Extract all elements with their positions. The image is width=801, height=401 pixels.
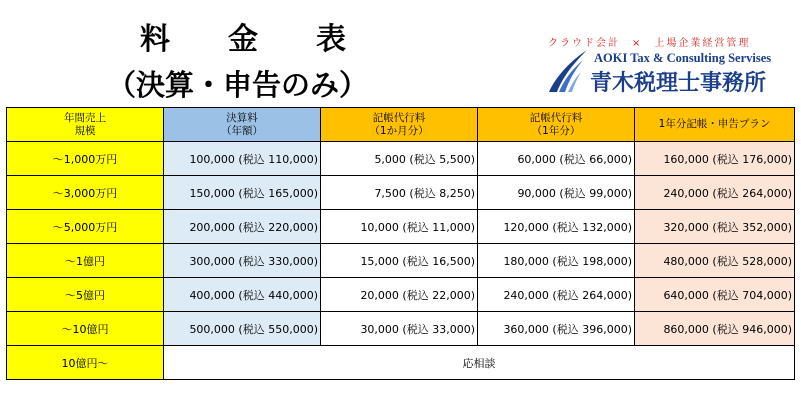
bookkeeping-yearly-cell: 240,000 (税込 264,000)	[478, 278, 635, 312]
table-row	[7, 346, 795, 380]
table-row	[7, 244, 795, 278]
settlement-fee-cell: 500,000 (税込 550,000)	[164, 312, 321, 346]
bookkeeping-yearly-cell: 60,000 (税込 66,000)	[478, 142, 635, 176]
column-header-bookkeeping-yearly	[478, 108, 635, 142]
annual-plan-cell: 640,000 (税込 704,000)	[635, 278, 795, 312]
column-header-text: 記帳代行料	[372, 111, 426, 124]
annual-plan-cell: 240,000 (税込 264,000)	[635, 176, 795, 210]
bookkeeping-monthly-cell: 15,000 (税込 16,500)	[321, 244, 478, 278]
logo-tagline: クラウド会計 × 上場企業経営管理	[548, 38, 751, 49]
column-header-text: （1か月分）	[369, 124, 429, 137]
bookkeeping-monthly-cell: 20,000 (税込 22,000)	[321, 278, 478, 312]
column-header-revenue	[7, 108, 164, 142]
table-header-row	[7, 108, 795, 142]
revenue-tier-cell: ～10億円	[7, 312, 164, 346]
table-row	[7, 142, 795, 176]
annual-plan-cell: 860,000 (税込 946,000)	[635, 312, 795, 346]
revenue-tier-cell: 10億円～	[7, 346, 164, 380]
settlement-fee-cell: 100,000 (税込 110,000)	[164, 142, 321, 176]
table-row	[7, 176, 795, 210]
column-header-bookkeeping-monthly	[321, 108, 478, 142]
column-header-annual-plan	[635, 108, 795, 142]
revenue-tier-cell: ～1億円	[7, 244, 164, 278]
column-header-text: 記帳代行料	[529, 111, 583, 124]
column-header-text: （1年分）	[531, 124, 581, 137]
table-row	[7, 312, 795, 346]
logo-name-en: AOKI Tax & Consulting Servises	[594, 51, 772, 65]
bookkeeping-monthly-cell: 5,000 (税込 5,500)	[321, 142, 478, 176]
logo-swoosh-icon	[545, 48, 589, 94]
settlement-fee-cell: 150,000 (税込 165,000)	[164, 176, 321, 210]
column-header-text: 年間売上	[64, 111, 106, 124]
page-subtitle: （決算・申告のみ）	[106, 68, 368, 102]
column-header-text: 決算料	[226, 111, 258, 124]
logo-name-jp: 青木税理士事務所	[590, 71, 767, 96]
settlement-fee-cell: 400,000 (税込 440,000)	[164, 278, 321, 312]
annual-plan-cell: 480,000 (税込 528,000)	[635, 244, 795, 278]
bookkeeping-yearly-cell: 120,000 (税込 132,000)	[478, 210, 635, 244]
column-header-settlement-fee	[164, 108, 321, 142]
revenue-tier-cell: ～5,000万円	[7, 210, 164, 244]
annual-plan-cell: 320,000 (税込 352,000)	[635, 210, 795, 244]
revenue-tier-cell: ～3,000万円	[7, 176, 164, 210]
column-header-text: 1年分記帳・申告プラン	[658, 118, 771, 130]
table-row	[7, 278, 795, 312]
table-row	[7, 210, 795, 244]
annual-plan-cell: 160,000 (税込 176,000)	[635, 142, 795, 176]
settlement-fee-cell: 200,000 (税込 220,000)	[164, 210, 321, 244]
column-header-text: 規模	[74, 124, 96, 137]
bookkeeping-yearly-cell: 90,000 (税込 99,000)	[478, 176, 635, 210]
consultation-cell: 応相談	[164, 346, 795, 380]
column-header-text: （年額）	[221, 124, 263, 137]
bookkeeping-monthly-cell: 10,000 (税込 11,000)	[321, 210, 478, 244]
page-title: 料 金 表	[140, 22, 360, 57]
bookkeeping-yearly-cell: 360,000 (税込 396,000)	[478, 312, 635, 346]
bookkeeping-yearly-cell: 180,000 (税込 198,000)	[478, 244, 635, 278]
bookkeeping-monthly-cell: 7,500 (税込 8,250)	[321, 176, 478, 210]
revenue-tier-cell: ～5億円	[7, 278, 164, 312]
revenue-tier-cell: ～1,000万円	[7, 142, 164, 176]
bookkeeping-monthly-cell: 30,000 (税込 33,000)	[321, 312, 478, 346]
settlement-fee-cell: 300,000 (税込 330,000)	[164, 244, 321, 278]
price-table	[6, 107, 795, 380]
